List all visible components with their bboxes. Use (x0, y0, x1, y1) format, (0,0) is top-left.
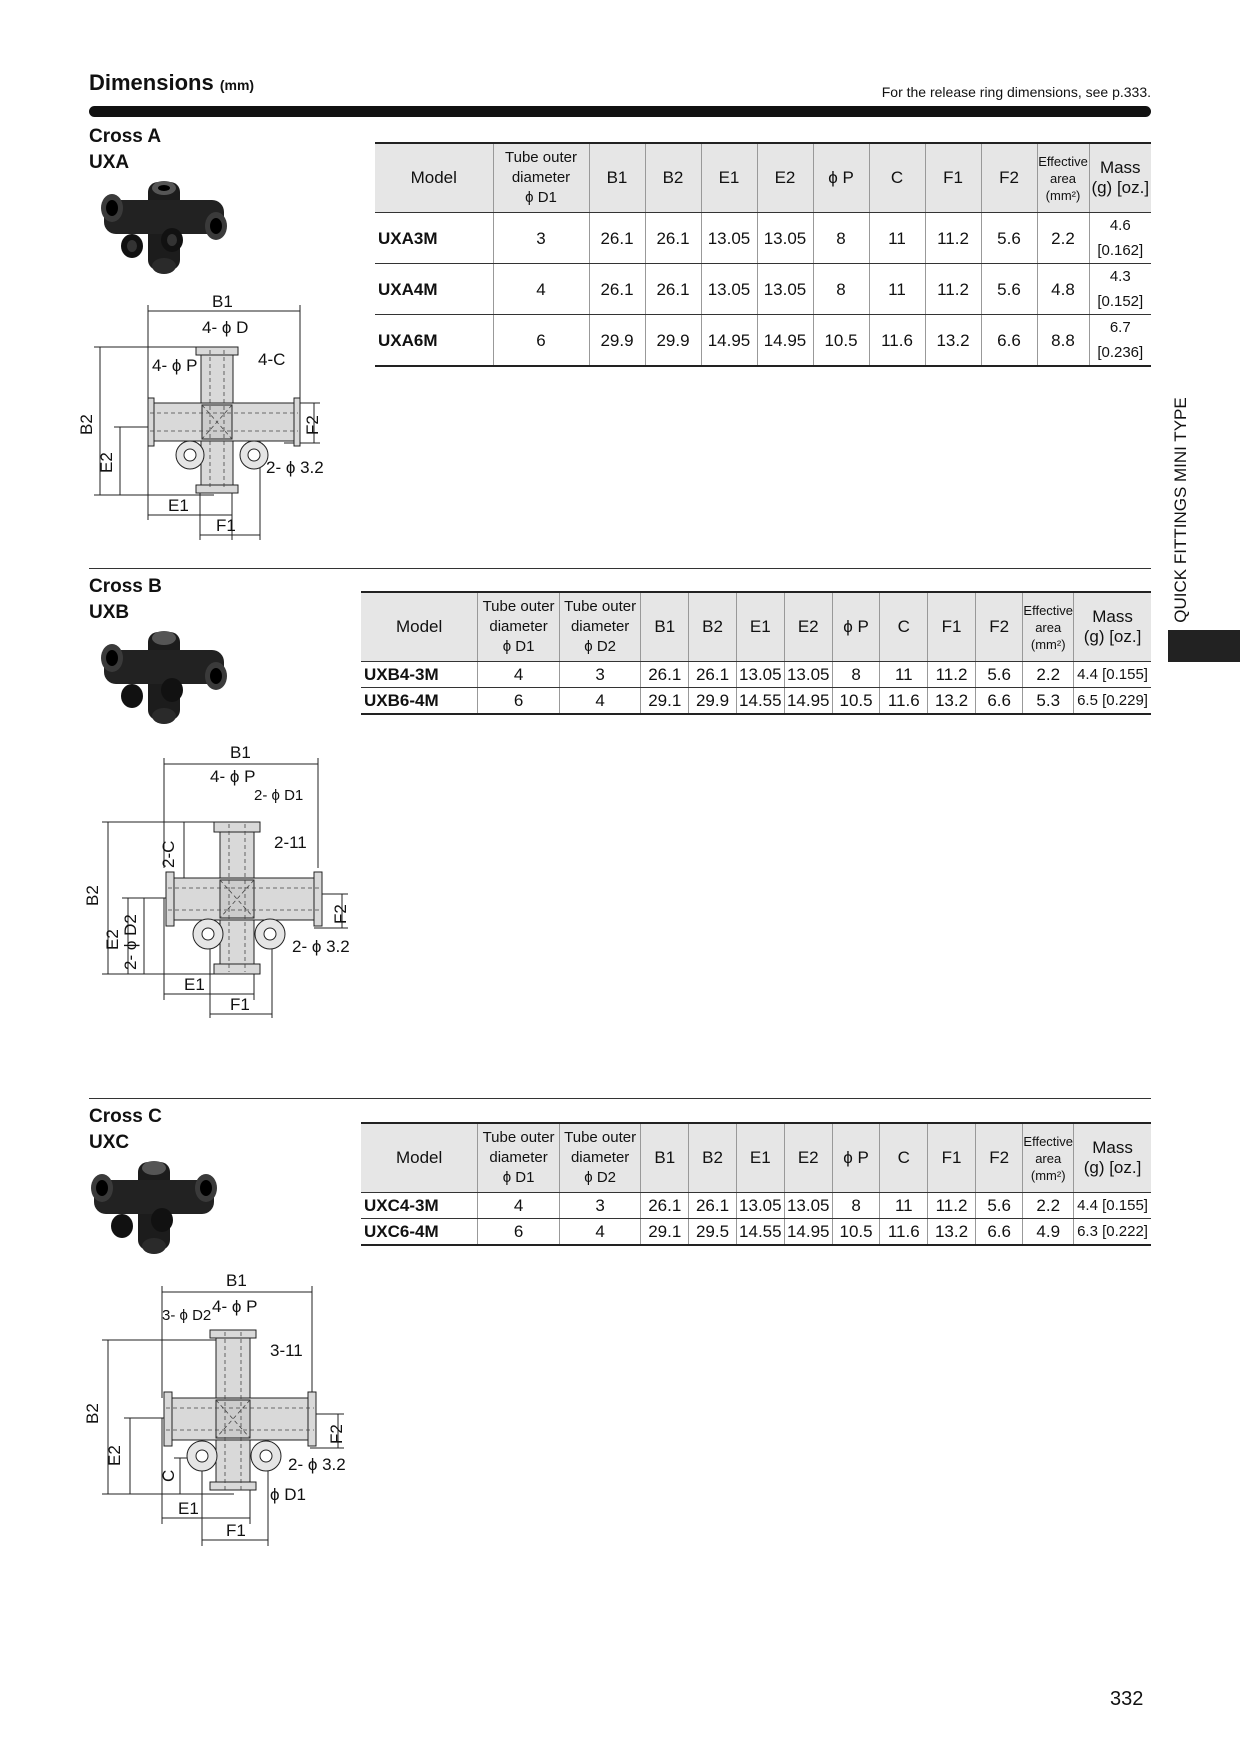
col-header: Mass (g) [oz.] (1074, 592, 1151, 662)
svg-text:4- ϕ P: 4- ϕ P (152, 356, 198, 375)
svg-text:ϕ D1: ϕ D1 (270, 1485, 306, 1504)
svg-text:B2: B2 (83, 1403, 102, 1424)
col-header: B2 (645, 143, 701, 213)
spec-table-uxb (361, 591, 1151, 715)
col-header: E1 (736, 1123, 784, 1193)
col-header: E1 (701, 143, 757, 213)
spec-table-uxa (375, 142, 1151, 367)
dimension-drawing-uxb (84, 738, 364, 1018)
svg-text:2- ϕ 3.2: 2- ϕ 3.2 (288, 1455, 346, 1474)
col-header: Tube outer diameter ϕ D1 (478, 592, 560, 662)
svg-text:B1: B1 (230, 743, 251, 762)
svg-text:2-11: 2-11 (274, 833, 307, 852)
col-header: F2 (975, 1123, 1023, 1193)
col-header: Tube outer diameter ϕ D2 (559, 592, 641, 662)
col-header: C (880, 592, 928, 662)
col-header: Model (361, 1123, 478, 1193)
col-header: Tube outer diameter ϕ D1 (478, 1123, 560, 1193)
col-header: B2 (689, 1123, 737, 1193)
table-row: UXB6-4M 6 4 29.1 29.9 14.55 14.95 10.5 11.6 13.2 6.6 5.3 6.5 [0.229] (361, 688, 1151, 715)
col-header: Mass (g) [oz.] (1074, 1123, 1151, 1193)
product-photo-uxb (98, 628, 230, 728)
header-rule (89, 106, 1151, 117)
table-row: UXB4-3M 4 3 26.1 26.1 13.05 13.05 8 11 11.2 5.6 2.2 4.4 [0.155] (361, 662, 1151, 688)
col-header: Mass (g) [oz.] (1089, 143, 1151, 213)
col-header: E2 (757, 143, 813, 213)
svg-text:F1: F1 (216, 516, 236, 535)
table-row: UXA4M 4 26.1 26.1 13.05 13.05 8 11 11.2 5.6 4.8 4.3 [0.152] (375, 264, 1151, 315)
svg-text:E2: E2 (97, 452, 116, 473)
table-row: UXC6-4M 6 4 29.1 29.5 14.55 14.95 10.5 11.6 13.2 6.6 4.9 6.3 [0.222] (361, 1219, 1151, 1246)
section-name-cross-b: Cross B UXB (89, 576, 162, 623)
col-header: Effective area (mm²) (1037, 143, 1089, 213)
svg-text:E1: E1 (168, 496, 189, 515)
svg-text:2- ϕ D1: 2- ϕ D1 (254, 787, 304, 804)
col-header: ϕ P (832, 592, 880, 662)
col-header: F1 (928, 592, 976, 662)
svg-text:B1: B1 (212, 292, 233, 311)
svg-text:2-C: 2-C (159, 840, 178, 868)
page-title: Dimensions (mm) (89, 70, 255, 95)
table-row: UXC4-3M 4 3 26.1 26.1 13.05 13.05 8 11 11.2 5.6 2.2 4.4 [0.155] (361, 1193, 1151, 1219)
svg-text:E1: E1 (184, 975, 205, 994)
svg-text:F2: F2 (331, 904, 350, 924)
col-header: Tube outer diameter ϕ D2 (559, 1123, 641, 1193)
svg-text:B2: B2 (83, 885, 102, 906)
product-photo-uxc (88, 1158, 220, 1258)
col-header: B1 (641, 592, 689, 662)
col-header: Model (375, 143, 493, 213)
dimension-drawing-uxa (77, 292, 344, 550)
svg-text:F1: F1 (226, 1521, 246, 1540)
col-header: F2 (981, 143, 1037, 213)
col-header: B2 (689, 592, 737, 662)
side-tab-marker (1168, 630, 1240, 662)
release-ring-note: For the release ring dimensions, see p.333. (881, 84, 1151, 100)
section-divider (89, 1098, 1151, 1099)
svg-text:E1: E1 (178, 1499, 199, 1518)
svg-text:2- ϕ D2: 2- ϕ D2 (121, 914, 140, 970)
col-header: ϕ P (832, 1123, 880, 1193)
col-header: Tube outer diameter ϕ D1 (493, 143, 589, 213)
col-header: E1 (736, 592, 784, 662)
section-name-cross-c: Cross C UXC (89, 1106, 162, 1153)
svg-text:F2: F2 (327, 1424, 346, 1444)
svg-text:3- ϕ D2: 3- ϕ D2 (162, 1307, 212, 1324)
svg-text:3-11: 3-11 (270, 1341, 303, 1360)
page-number: 332 (1110, 1688, 1144, 1710)
col-header: C (869, 143, 925, 213)
section-name-cross-a: Cross A UXA (89, 126, 162, 173)
col-header: F1 (928, 1123, 976, 1193)
col-header: C (880, 1123, 928, 1193)
svg-text:2- ϕ 3.2: 2- ϕ 3.2 (266, 458, 324, 477)
svg-text:F2: F2 (303, 415, 322, 435)
section-divider (89, 568, 1151, 569)
svg-text:4- ϕ P: 4- ϕ P (210, 767, 256, 786)
svg-text:E2: E2 (105, 1445, 124, 1466)
svg-text:4- ϕ D: 4- ϕ D (202, 318, 249, 337)
svg-text:2- ϕ 3.2: 2- ϕ 3.2 (292, 937, 350, 956)
table-row: UXA6M 6 29.9 29.9 14.95 14.95 10.5 11.6 13.2 6.6 8.8 6.7 [0.236] (375, 315, 1151, 367)
col-header: E2 (784, 1123, 832, 1193)
svg-text:C: C (159, 1469, 178, 1482)
product-photo-uxa (98, 178, 230, 278)
svg-text:4- ϕ P: 4- ϕ P (212, 1297, 258, 1316)
side-tab-label: QUICK FITTINGS MINI TYPE (1171, 397, 1190, 623)
dimension-drawing-uxc (84, 1268, 364, 1558)
svg-text:B1: B1 (226, 1271, 247, 1290)
col-header: F2 (975, 592, 1023, 662)
col-header: Effective area (mm²) (1023, 1123, 1074, 1193)
svg-text:F1: F1 (230, 995, 250, 1014)
col-header: ϕ P (813, 143, 869, 213)
col-header: B1 (641, 1123, 689, 1193)
table-row: UXA3M 3 26.1 26.1 13.05 13.05 8 11 11.2 5.6 2.2 4.6 [0.162] (375, 213, 1151, 264)
col-header: E2 (784, 592, 832, 662)
col-header: Effective area (mm²) (1023, 592, 1074, 662)
col-header: F1 (925, 143, 981, 213)
svg-text:4-C: 4-C (258, 350, 286, 369)
col-header: B1 (589, 143, 645, 213)
svg-text:B2: B2 (77, 414, 96, 435)
spec-table-uxc (361, 1122, 1151, 1246)
svg-text:E2: E2 (103, 929, 122, 950)
col-header: Model (361, 592, 478, 662)
